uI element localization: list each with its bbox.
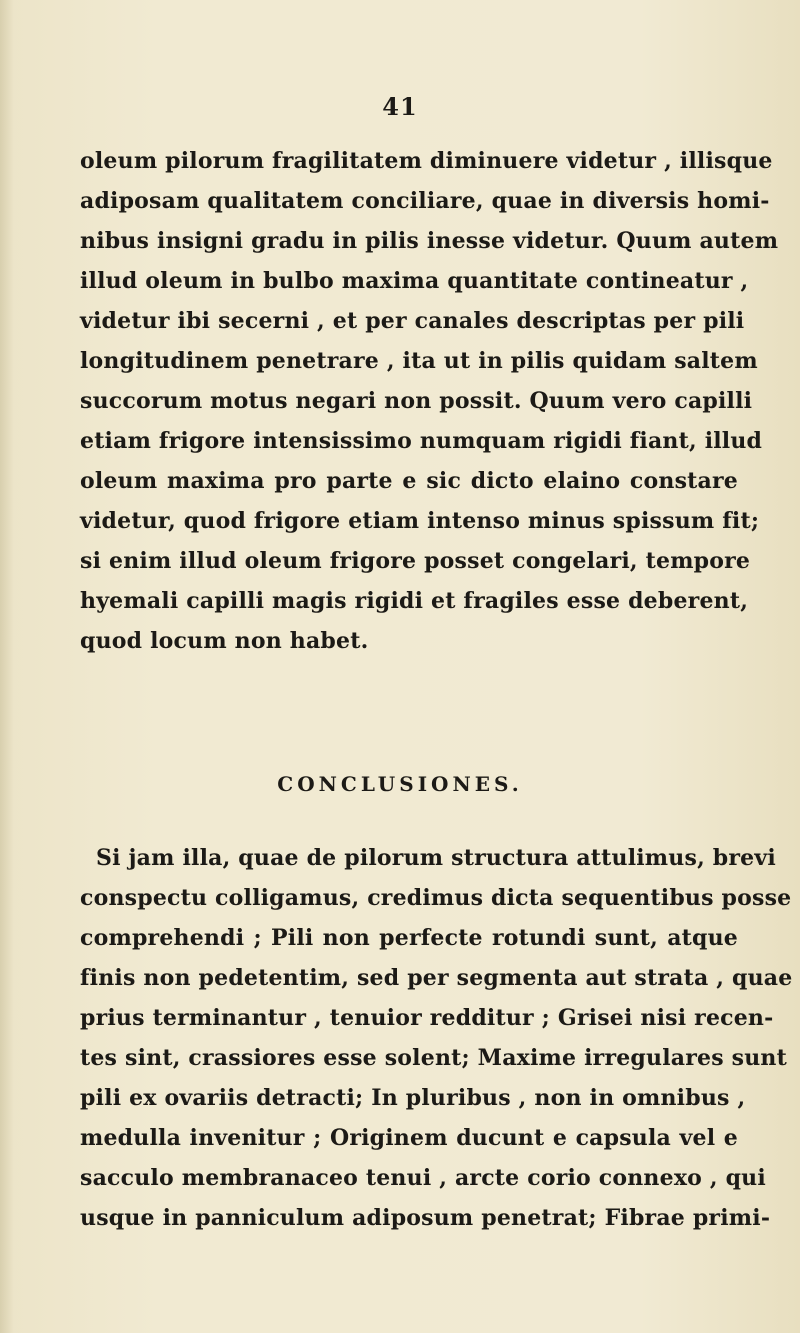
text-line: oleum pilorum fragilitatem diminuere videtur , illisque — [80, 148, 773, 174]
text-line: illud oleum in bulbo maxima quantitate contineatur , — [80, 268, 749, 294]
page-number: 41 — [382, 92, 418, 121]
text-line: longitudinem penetrare , ita ut in pilis quidam saltem — [80, 348, 758, 374]
text-line: conspectu colligamus, credimus dicta sequentibus posse — [80, 885, 792, 911]
text-line: succorum motus negari non possit. Quum vero capilli — [80, 388, 753, 414]
text-line: sacculo membranaceo tenui , arcte corio connexo , qui — [80, 1165, 766, 1191]
text-line: adiposam qualitatem conciliare, quae in diversis homi- — [80, 188, 770, 214]
text-line: videtur ibi secerni , et per canales descriptas per pili — [80, 308, 745, 334]
text-line: comprehendi ; Pili non perfecte rotundi sunt, atque — [80, 925, 738, 951]
text-line: quod locum non habet. — [80, 628, 369, 654]
text-line: medulla invenitur ; Originem ducunt e capsula vel e — [80, 1125, 738, 1151]
text-line: usque in panniculum adiposum penetrat; Fibrae primi- — [80, 1205, 771, 1231]
page-gutter-shadow — [0, 0, 14, 1333]
text-line: oleum maxima pro parte e sic dicto elaino constare — [80, 468, 738, 494]
paragraph-2 — [80, 838, 793, 1238]
text-line: hyemali capilli magis rigidi et fragiles esse deberent, — [80, 588, 749, 614]
text-line: Si jam illa, quae de pilorum structura attulimus, brevi — [96, 845, 776, 871]
section-heading: CONCLUSIONES. — [277, 772, 523, 796]
text-line: tes sint, crassiores esse solent; Maxime irregulares sunt — [80, 1045, 787, 1071]
text-line: pili ex ovariis detracti; In pluribus , non in omnibus , — [80, 1085, 746, 1111]
text-line: etiam frigore intensissimo numquam rigidi fiant, illud — [80, 428, 763, 454]
text-line: videtur, quod frigore etiam intenso minus spissum fit; — [80, 508, 760, 534]
text-line: finis non pedetentim, sed per segmenta aut strata , quae — [80, 965, 793, 991]
text-line: prius terminantur , tenuior redditur ; Grisei nisi recen- — [80, 1005, 774, 1031]
text-line: si enim illud oleum frigore posset congelari, tempore — [80, 548, 751, 574]
paragraph-1 — [80, 141, 779, 661]
text-line: nibus insigni gradu in pilis inesse videtur. Quum autem — [80, 228, 779, 254]
